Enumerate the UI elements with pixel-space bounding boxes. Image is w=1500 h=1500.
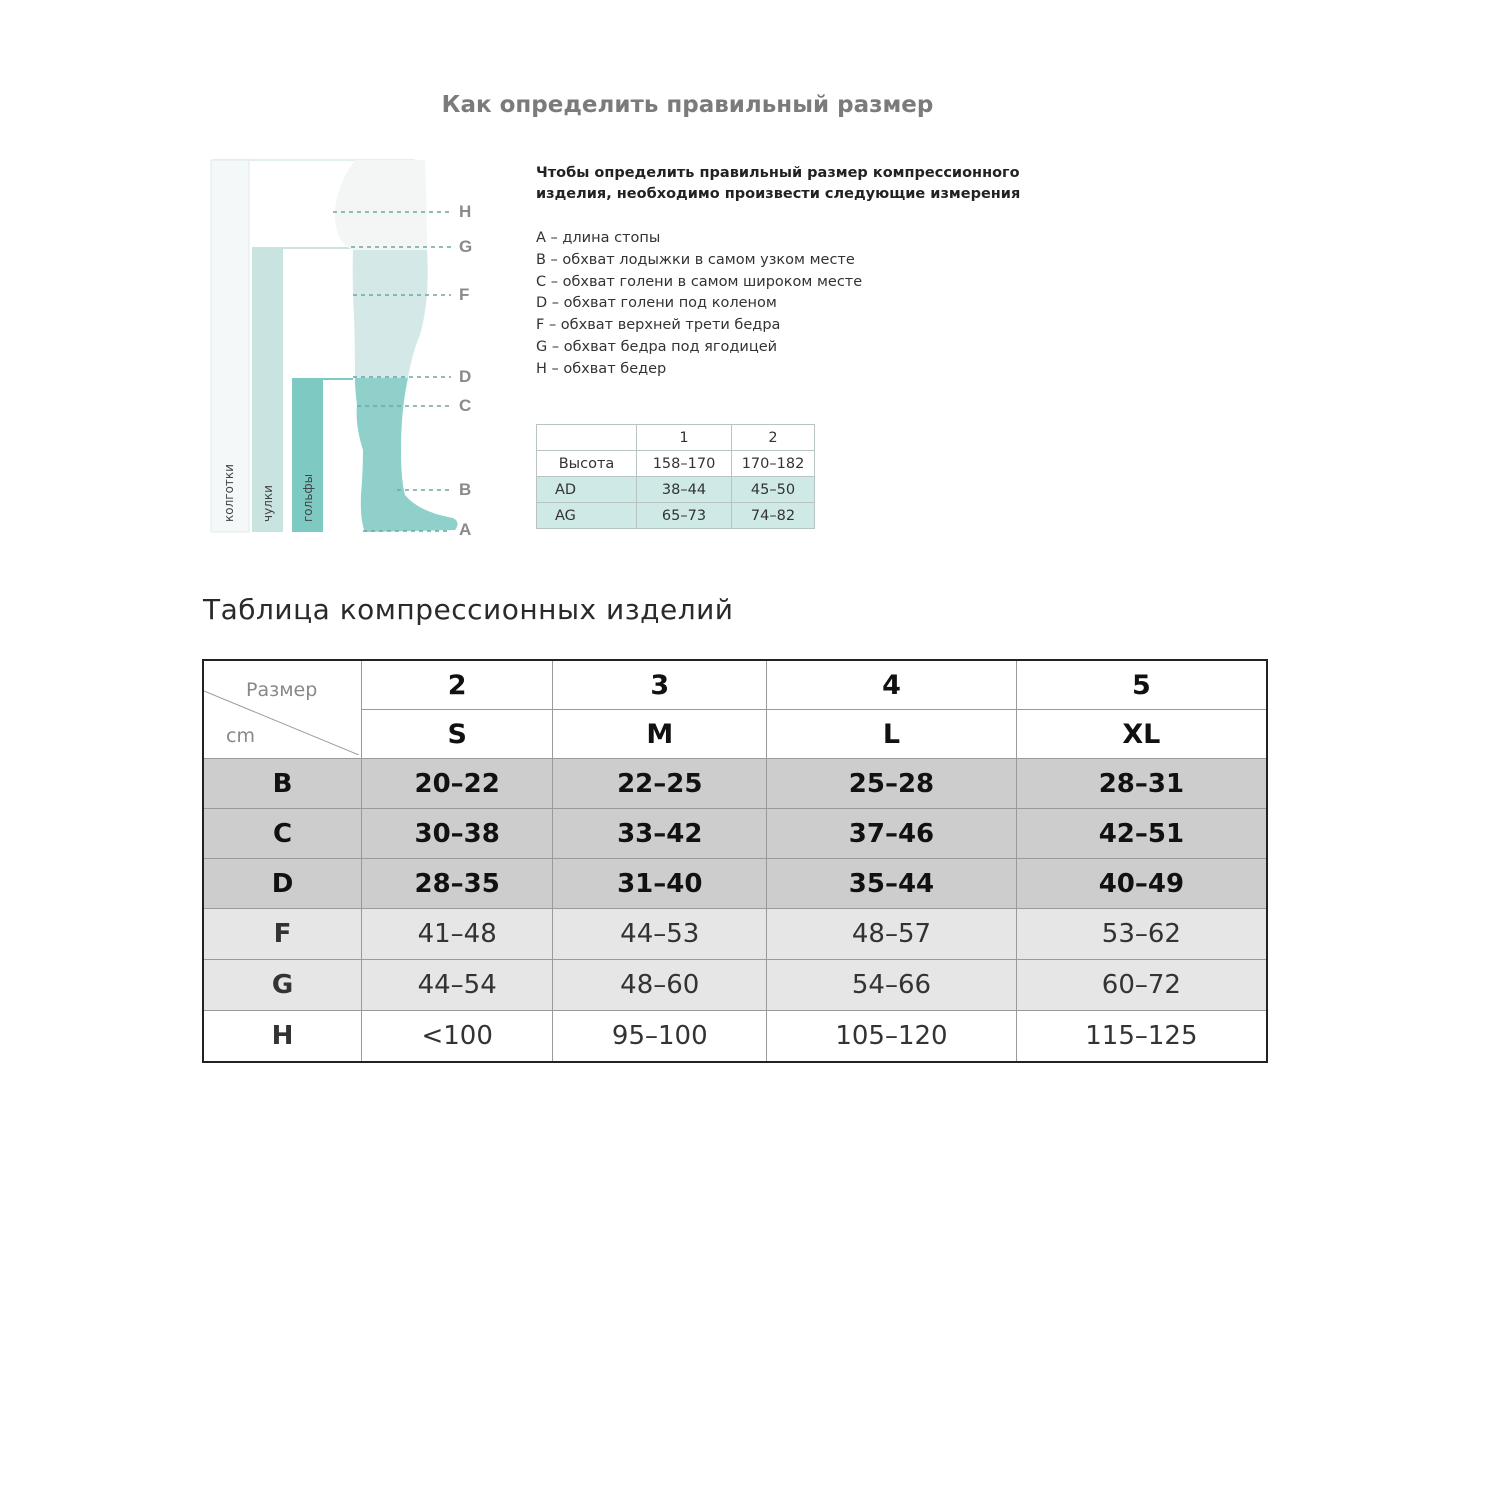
table-row [203, 710, 1267, 759]
table-cell: 74–82 [732, 503, 815, 529]
table-cell: 28–31 [1016, 759, 1267, 809]
table-cell: 115–125 [1016, 1011, 1267, 1063]
size-letter: L [767, 710, 1017, 759]
legend-item: F – обхват верхней трети бедра [536, 317, 781, 334]
size-letter: S [362, 710, 553, 759]
legend-item: B – обхват лодыжки в самом узком месте [536, 251, 855, 268]
table-cell: 105–120 [767, 1011, 1017, 1063]
bar-label-stockings: чулки [261, 485, 275, 522]
table-cell: 44–53 [553, 909, 767, 960]
size-number: 3 [553, 660, 767, 710]
row-label: F [203, 909, 362, 960]
table-cell: 31–40 [553, 859, 767, 909]
mark-f: F [459, 285, 470, 304]
table-row [203, 859, 1267, 909]
intro-text: Чтобы определить правильный размер компрессионного изделия, необходимо произвести следующие измерения [536, 165, 1021, 202]
table-cell: <100 [362, 1011, 553, 1063]
table-cell [537, 425, 637, 451]
table-cell: 33–42 [553, 809, 767, 859]
measurement-legend [536, 228, 862, 381]
table-cell: 60–72 [1016, 960, 1267, 1011]
mark-c: C [459, 396, 472, 415]
table-cell: 25–28 [767, 759, 1017, 809]
leg-measurement-diagram [205, 150, 495, 540]
mark-g: G [459, 237, 473, 256]
table-cell: 22–25 [553, 759, 767, 809]
table-row [203, 909, 1267, 960]
table-cell: 170–182 [732, 451, 815, 477]
corner-label-size: Размер [246, 679, 318, 701]
mark-h: H [459, 202, 472, 221]
leg-diagram-graphic [205, 150, 495, 540]
mark-d: D [459, 367, 472, 386]
table-cell: 41–48 [362, 909, 553, 960]
corner-label-unit: cm [226, 725, 255, 747]
row-label: AD [537, 477, 637, 503]
table-cell: 48–57 [767, 909, 1017, 960]
size-table [202, 659, 1268, 1063]
mark-a: A [459, 520, 472, 539]
table-cell: 20–22 [362, 759, 553, 809]
table-cell: 44–54 [362, 960, 553, 1011]
table-row [537, 425, 815, 451]
table-cell: 54–66 [767, 960, 1017, 1011]
row-label: D [203, 859, 362, 909]
table-cell: 35–44 [767, 859, 1017, 909]
row-label: C [203, 809, 362, 859]
table-header-cell: 2 [732, 425, 815, 451]
legend-item: C – обхват голени в самом широком месте [536, 273, 863, 290]
bar-label-tights: колготки [222, 464, 236, 522]
row-label: B [203, 759, 362, 809]
mark-b: B [459, 480, 472, 499]
table-row [203, 1011, 1267, 1063]
table-cell: 48–60 [553, 960, 767, 1011]
height-table [536, 424, 815, 529]
row-label: G [203, 960, 362, 1011]
corner-cell [203, 660, 362, 759]
table-cell: 40–49 [1016, 859, 1267, 909]
table-cell: 38–44 [637, 477, 732, 503]
table-cell: 45–50 [732, 477, 815, 503]
table-cell: 158–170 [637, 451, 732, 477]
section-title: Таблица компрессионных изделий [203, 593, 734, 626]
size-letter: XL [1016, 710, 1267, 759]
table-cell: 53–62 [1016, 909, 1267, 960]
legend-item: H – обхват бедер [536, 360, 667, 377]
size-number: 5 [1016, 660, 1267, 710]
legend-item: G – обхват бедра под ягодицей [536, 338, 778, 355]
table-cell: 42–51 [1016, 809, 1267, 859]
legend-item: D – обхват голени под коленом [536, 295, 777, 312]
table-row [203, 660, 1267, 710]
table-row [203, 759, 1267, 809]
table-cell: 65–73 [637, 503, 732, 529]
table-cell: 37–46 [767, 809, 1017, 859]
size-number: 4 [767, 660, 1017, 710]
table-cell: 30–38 [362, 809, 553, 859]
bar-label-knee-highs: гольфы [301, 473, 315, 522]
size-number: 2 [362, 660, 553, 710]
table-row [537, 477, 815, 503]
table-header-cell: 1 [637, 425, 732, 451]
size-letter: M [553, 710, 767, 759]
row-label: AG [537, 503, 637, 529]
table-cell: 28–35 [362, 859, 553, 909]
legend-item: A – длина стопы [536, 230, 661, 246]
table-row [203, 960, 1267, 1011]
table-row [203, 809, 1267, 859]
table-row [537, 451, 815, 477]
table-row [537, 503, 815, 529]
row-label: H [203, 1011, 362, 1063]
page-title: Как определить правильный размер [441, 92, 934, 118]
row-label: Высота [537, 451, 637, 477]
table-cell: 95–100 [553, 1011, 767, 1063]
